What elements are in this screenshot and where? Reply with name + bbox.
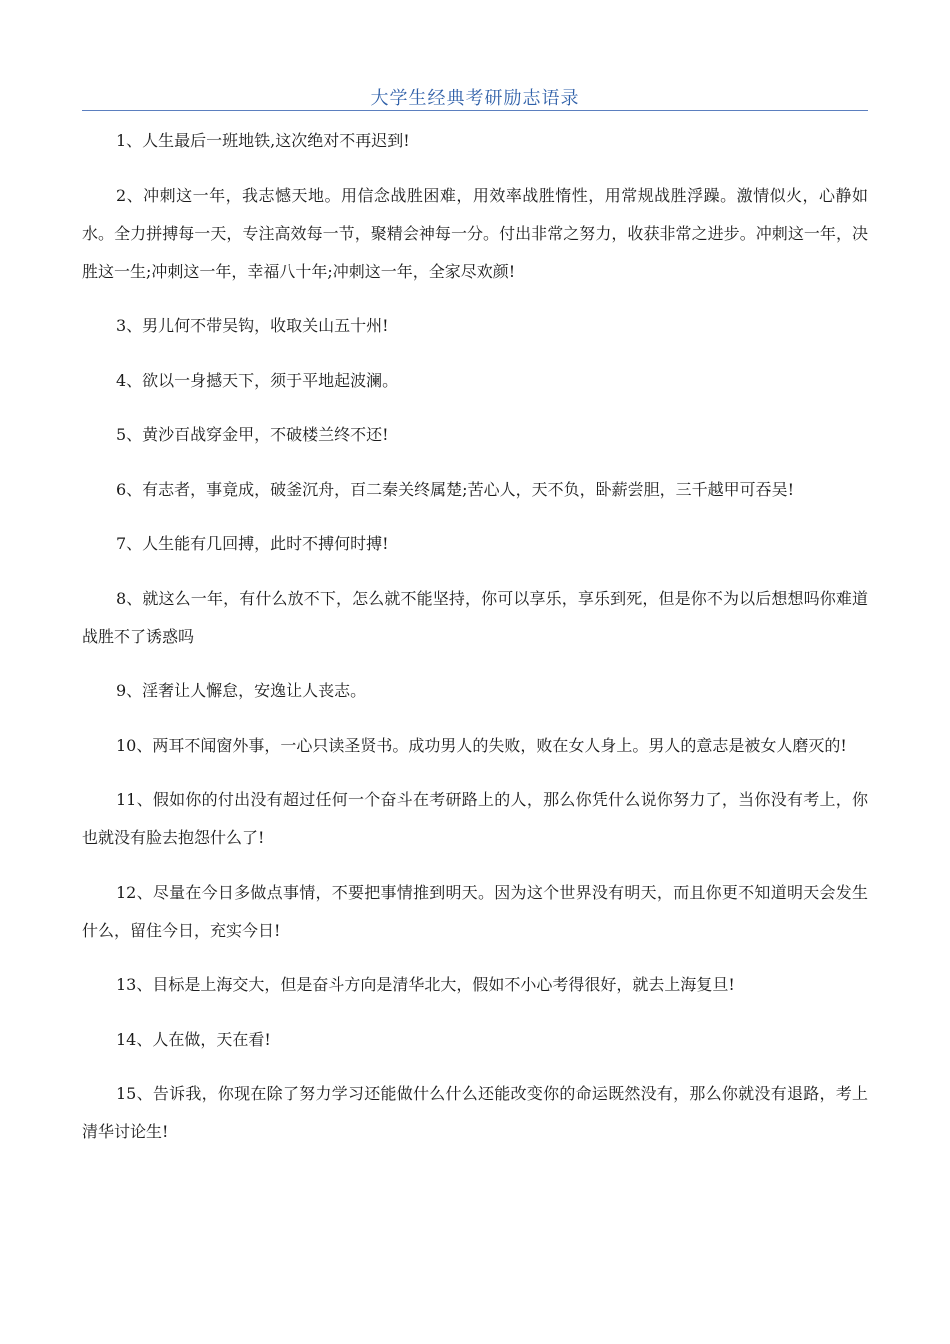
document-body (82, 122, 868, 1168)
quote-paragraph-11: 11、假如你的付出没有超过任何一个奋斗在考研路上的人，那么你凭什么说你努力了，当你没有考上，你也就没有脸去抱怨什么了! (82, 790, 868, 847)
quote-paragraph-1: 1、人生最后一班地铁,这次绝对不再迟到! (116, 131, 410, 150)
quote-paragraph-8: 8、就这么一年，有什么放不下，怎么就不能坚持，你可以享乐，享乐到死，但是你不为以后想想吗你难道战胜不了诱惑吗 (82, 588, 868, 646)
quote-paragraph-10: 10、两耳不闻窗外事，一心只读圣贤书。成功男人的失败，败在女人身上。男人的意志是被女人磨灭的! (116, 735, 847, 755)
quote-paragraph-14: 14、人在做，天在看! (116, 1029, 271, 1049)
document-title: 大学生经典考研励志语录 (370, 88, 580, 109)
document-header (82, 80, 868, 111)
quote-paragraph-13: 13、目标是上海交大，但是奋斗方向是清华北大，假如不小心考得很好，就去上海复旦! (116, 975, 735, 994)
quote-paragraph-6: 6、有志者，事竟成，破釜沉舟，百二秦关终属楚;苦心人，天不负，卧薪尝胆，三千越甲可吞吴! (116, 479, 795, 499)
quote-paragraph-4: 4、欲以一身撼天下，须于平地起波澜。 (116, 370, 399, 390)
quote-paragraph-9: 9、淫奢让人懈怠，安逸让人丧志。 (116, 681, 367, 700)
quote-paragraph-12: 12、尽量在今日多做点事情，不要把事情推到明天。因为这个世界没有明天，而且你更不知道明天会发生什么，留住今日，充实今日! (82, 882, 868, 940)
quote-paragraph-3: 3、男儿何不带吴钩，收取关山五十州! (116, 316, 389, 335)
quote-paragraph-2: 2、冲刺这一年，我志憾天地。用信念战胜困难，用效率战胜惰性，用常规战胜浮躁。激情似火，心静如水。全力拼搏每一天，专注高效每一节，聚精会神每一分。付出非常之努力，收获非常之进步。冲刺这一年，决胜这一生;冲刺这一年，幸福八十年;冲刺这一年，全家尽欢颜! (82, 185, 868, 281)
quote-paragraph-15: 15、告诉我，你现在除了努力学习还能做什么什么还能改变你的命运既然没有，那么你就没有退路，考上清华讨论生! (82, 1084, 868, 1141)
quote-paragraph-7: 7、人生能有几回搏，此时不搏何时搏! (116, 534, 389, 553)
quote-paragraph-5: 5、黄沙百战穿金甲，不破楼兰终不还! (116, 425, 389, 444)
